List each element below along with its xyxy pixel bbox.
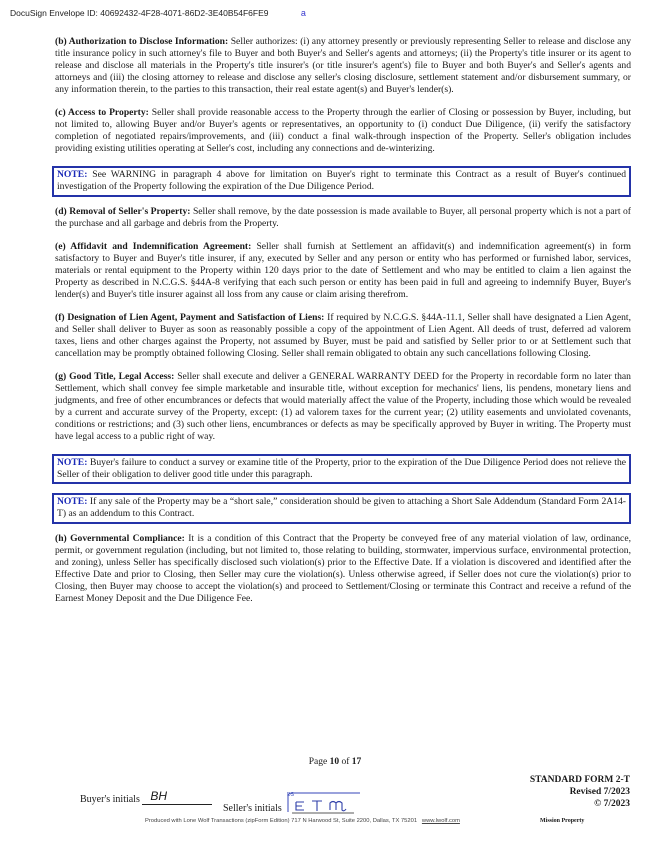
docusign-envelope-header — [10, 8, 306, 18]
buyer-initials-field[interactable]: BH — [142, 790, 212, 805]
section-heading: (c) Access to Property: — [55, 107, 149, 119]
section-heading: (b) Authorization to Disclose Information: — [55, 36, 229, 47]
note-warning-box — [52, 166, 631, 196]
section-text: If required by N.C.G.S. §44A-11.1, Seller shall have designated a Lien Agent, and Seller shall deliver to Buyer as soon as reasonably possible a copy of the appointment of Lien Agent. All deeds of trust, deferred ad valorem taxes, liens and other charges against the Property, not assumed by Buyer, must be paid and satisfied by Seller prior to or at Settlement such that cancellation may be promptly obtained following Closing. Seller shall remain obligated to obtain any such cancellations following Closing. — [55, 311, 631, 359]
section-h — [55, 533, 631, 605]
section-e — [55, 241, 631, 301]
form-identifier — [530, 774, 630, 810]
note-short-sale-box — [52, 493, 631, 523]
section-heading: (d) Removal of Seller's Property: — [55, 205, 191, 217]
section-text: Seller shall provide reasonable access to the Property through the earlier of Closing or possession by Buyer, including, but not limited to, allowing Buyer and/or Buyer's agents or representatives, an opportunity to (i) conduct Due Diligence, (ii) verify the satisfactory completion of negotiated repairs/improvements, and (iii) conduct a final walk-through inspection of the Property. Seller's obligation includes providing existing utilities operating at Seller's cost, including any connections and de-winterizing. — [55, 107, 631, 155]
seller-initials — [223, 790, 364, 814]
section-heading: (g) Good Title, Legal Access: — [55, 371, 175, 383]
form-revised: Revised 7/2023 — [569, 787, 630, 797]
buyer-initials — [80, 790, 212, 805]
contract-body — [55, 36, 631, 616]
produced-by-footer — [145, 818, 460, 824]
section-text: Seller shall remove, by the date possession is made available to Buyer, all personal property which is not a part of the purchase and all garbage and debris from the Property. — [55, 205, 631, 229]
note-label: NOTE: — [57, 169, 88, 181]
section-text: Seller shall execute and deliver a GENERAL WARRANTY DEED for the Property in recordable form no later than Settlement, which shall convey fee simple marketable and insurable title, without exception for mechanics' liens, lis pendens, monetary liens and judgments, and free of other encumbrances or defects that would materially affect the value of the Property, including those which would be revealed by a current and accurate survey of the Property, except: (1) ad valorem taxes for the current year; (2) utility easements and unviolated covenants, conditions or restrictions; and (3) such other liens, encumbrances or defects as may be specifically approved by Buyer in writing. The Property must have legal access to a public right of way. — [55, 371, 631, 443]
page-of: of — [341, 757, 350, 767]
envelope-id: DocuSign Envelope ID: 40692432-4F28-4071-86D2-3E40B54F6FE9 — [10, 8, 269, 18]
form-name: STANDARD FORM 2-T — [529, 775, 630, 785]
section-text: It is a condition of this Contract that the Property be conveyed free of any material violation of law, ordinance, permit, or government regulation (including, but not limited to, those relating to building, stormwater, impervious surface, environmental protection, and zoning), unless Seller has specifically disclosed such violation(s) prior to the Effective Date. If a violation is discovered and identified after the Effective Date and prior to Closing, then Seller may cure the violation(s). Unless otherwise agreed, if Seller does not cure the violation(s) prior to Closing, then Buyer may choose to accept the violation(s) and proceed to Settlement/Closing or terminate this Contract and receive a refund of the Earnest Money Deposit and the Due Diligence Fee. — [55, 532, 631, 604]
ds-tag: DS — [287, 792, 295, 798]
envelope-marker: a — [300, 8, 306, 18]
produced-by-text: Produced with Lone Wolf Transactions (zipForm Edition) 717 N Harwood St, Suite 2200, Dallas, TX 75201 — [145, 818, 418, 824]
section-heading: (f) Designation of Lien Agent, Payment and Satisfaction of Liens: — [55, 311, 325, 323]
property-name: Mission Property — [540, 818, 585, 824]
section-heading: (e) Affidavit and Indemnification Agreement: — [55, 240, 252, 252]
section-d — [55, 206, 631, 230]
page-prefix: Page — [308, 757, 328, 767]
note-text: Buyer's failure to conduct a survey or examine title of the Property, prior to the expiration of the Due Diligence Period does not relieve the Seller of their obligation to deliver good title under this paragraph. — [57, 457, 626, 481]
seller-signature-icon — [284, 790, 364, 816]
section-heading: (h) Governmental Compliance: — [55, 532, 185, 544]
note-survey-box — [52, 454, 631, 484]
seller-initials-label: Seller's initials — [223, 803, 282, 814]
note-text: If any sale of the Property may be a “short sale,” consideration should be given to attaching a Short Sale Addendum (Standard Form 2A14-T) as an addendum to this Contract. — [57, 496, 627, 520]
buyer-initials-label: Buyer's initials — [80, 794, 140, 805]
form-copyright: © 7/2023 — [594, 799, 630, 809]
section-c — [55, 107, 631, 155]
page-number — [0, 757, 670, 767]
section-b — [55, 36, 631, 96]
note-label: NOTE: — [57, 496, 88, 508]
section-g — [55, 371, 631, 443]
seller-initials-signature[interactable] — [284, 790, 364, 814]
section-text: Seller authorizes: (i) any attorney presently or previously representing Seller to release and disclose any title insurance policy in such attorney's file to Buyer and both Buyer's and Seller's agents and attorneys; (ii) the Property's title insurer or its agent to release and disclose all materials in the Property's title insurer's (or title insurer's agent's) file to Buyer and both Buyer's and Seller's agents and attorneys and (iii) the closing attorney to release and disclose any seller's closing disclosure, settlement statement and/or disbursement summary, or any information therein, to the parties to this transaction, their real estate agent(s) and Buyer's lender(s). — [55, 36, 631, 96]
note-label: NOTE: — [57, 457, 88, 469]
website-link[interactable]: www.lwolf.com — [421, 818, 460, 824]
section-text: Seller shall furnish at Settlement an affidavit(s) and indemnification agreement(s) in form satisfactory to Buyer and Buyer's title insurer, if any, executed by Seller and any person or entity who has performed or furnished labor, services, materials or rental equipment to the Property within 120 days prior to the date of Settlement and who may be entitled to claim a lien against the Property as described in N.C.G.S. §44A-8 verifying that each such person or entity has been paid in full and agreeing to indemnify Buyer, Buyer's lender(s) and Buyer's title insurer against all loss from any cause or claim arising therefrom. — [55, 240, 631, 300]
page-total: 17 — [351, 757, 362, 767]
page-current: 10 — [329, 757, 340, 767]
section-f — [55, 312, 631, 360]
note-text: See WARNING in paragraph 4 above for limitation on Buyer's right to terminate this Contract as a result of Buyer's continued investigation of the Property following the expiration of the Due Diligence Period. — [57, 169, 626, 193]
